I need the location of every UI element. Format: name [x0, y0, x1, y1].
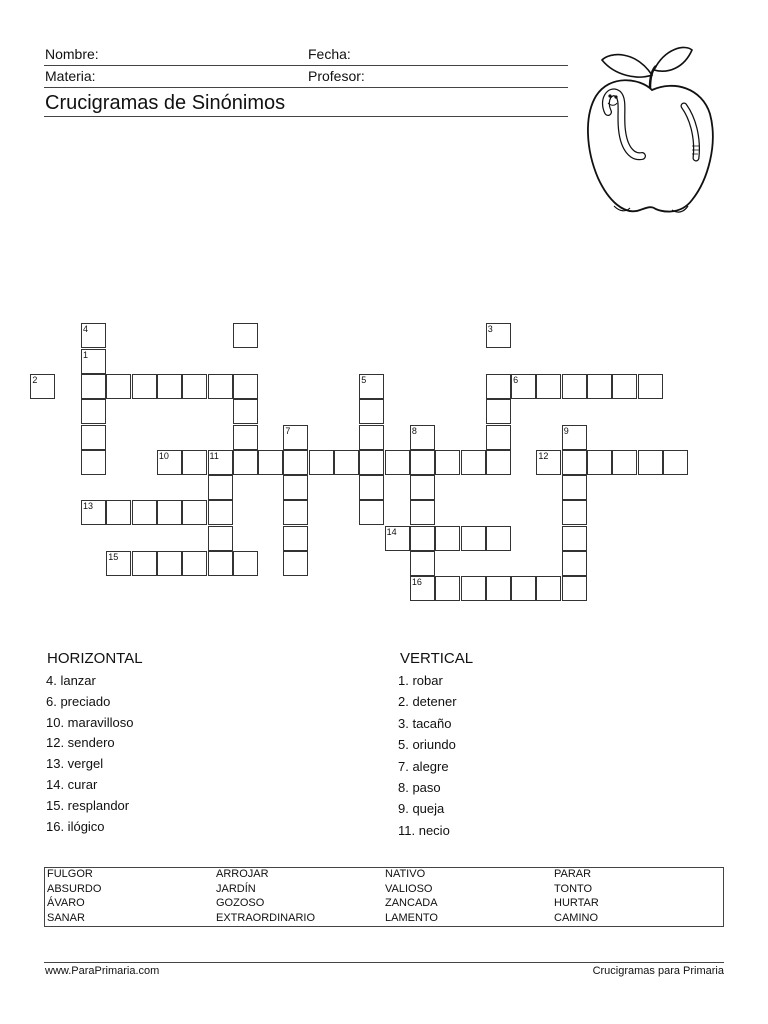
cell-number: 10 [158, 450, 169, 461]
word-bank-item: ZANCADA [385, 897, 438, 909]
crossword-cell[interactable] [562, 576, 587, 601]
vertical-clue: 2. detener [398, 694, 457, 710]
crossword-cell[interactable] [233, 425, 258, 450]
cell-number: 5 [361, 374, 367, 385]
crossword-cell[interactable] [410, 576, 435, 601]
crossword-cell[interactable] [359, 450, 384, 475]
word-bank [44, 867, 724, 927]
cell-number: 8 [411, 425, 417, 436]
crossword-cell[interactable] [182, 500, 207, 525]
crossword-cell[interactable] [132, 374, 157, 399]
crossword-cell[interactable] [283, 425, 308, 450]
horizontal-clue: 13. vergel [46, 756, 104, 772]
footer-line [44, 962, 724, 963]
word-bank-item: TONTO [554, 882, 593, 895]
word-bank-item: CAMINO [554, 911, 598, 924]
crossword-cell[interactable] [233, 399, 258, 424]
cell-number: 13 [83, 501, 94, 512]
cell-number: 4 [83, 324, 89, 335]
crossword-cell[interactable] [81, 500, 106, 525]
vertical-clue: 5. oriundo [398, 737, 456, 753]
crossword-cell[interactable] [511, 576, 536, 601]
crossword-cell[interactable] [283, 450, 308, 475]
vertical-clues-title: VERTICAL [400, 650, 474, 667]
crossword-cell[interactable] [486, 399, 511, 424]
cell-number: 7 [285, 425, 291, 436]
word-bank-item: SANAR [47, 911, 85, 924]
word-bank-item: FULGOR [47, 868, 93, 880]
name-label: Nombre: [45, 46, 99, 62]
crossword-cell[interactable] [81, 374, 106, 399]
cell-number: 16 [411, 577, 422, 588]
word-bank-item: LAMENTO [385, 911, 438, 924]
horizontal-clue: 6. preciado [46, 693, 111, 709]
crossword-cell[interactable] [461, 450, 486, 475]
crossword-cell[interactable] [157, 450, 182, 475]
crossword-cell[interactable] [562, 374, 587, 399]
crossword-cell[interactable] [233, 323, 258, 348]
crossword-cell[interactable] [283, 551, 308, 576]
crossword-cell[interactable] [208, 374, 233, 399]
vertical-clue: 11. necio [398, 822, 450, 838]
crossword-cell[interactable] [233, 374, 258, 399]
vertical-clue: 7. alegre [398, 758, 449, 774]
crossword-cell[interactable] [359, 425, 384, 450]
word-bank-item: GOZOSO [216, 897, 265, 909]
crossword-cell[interactable] [81, 425, 106, 450]
crossword-cell[interactable] [233, 450, 258, 475]
crossword-cell[interactable] [208, 551, 233, 576]
crossword-cell[interactable] [638, 450, 663, 475]
crossword-cell[interactable] [81, 399, 106, 424]
crossword-cell[interactable] [385, 526, 410, 551]
crossword-cell[interactable] [562, 551, 587, 576]
footer-right: Crucigramas para Primaria [592, 965, 724, 977]
crossword-cell[interactable] [157, 551, 182, 576]
crossword-cell[interactable] [562, 500, 587, 525]
crossword-cell[interactable] [536, 576, 561, 601]
crossword-cell[interactable] [410, 425, 435, 450]
crossword-cell[interactable] [106, 500, 131, 525]
vertical-clue: 1. robar [398, 673, 443, 688]
word-bank-item: VALIOSO [385, 882, 433, 895]
crossword-cell[interactable] [157, 374, 182, 399]
crossword-cell[interactable] [663, 450, 688, 475]
cell-number: 3 [487, 324, 493, 335]
crossword-cell[interactable] [486, 526, 511, 551]
cell-number: 9 [563, 425, 569, 436]
crossword-cell[interactable] [309, 450, 334, 475]
horizontal-clue: 4. lanzar [46, 673, 96, 688]
crossword-cell[interactable] [486, 450, 511, 475]
word-bank-item: ÁVARO [47, 897, 85, 909]
crossword-cell[interactable] [283, 526, 308, 551]
crossword-cell[interactable] [638, 374, 663, 399]
crossword-cell[interactable] [587, 374, 612, 399]
horizontal-clues-title: HORIZONTAL [47, 650, 143, 667]
crossword-cell[interactable] [511, 374, 536, 399]
crossword-cell[interactable] [81, 323, 106, 348]
crossword-cell[interactable] [486, 374, 511, 399]
crossword-cell[interactable] [359, 374, 384, 399]
crossword-cell[interactable] [359, 475, 384, 500]
crossword-cell[interactable] [283, 500, 308, 525]
crossword-cell[interactable] [562, 526, 587, 551]
crossword-cell[interactable] [385, 450, 410, 475]
vertical-clue: 9. queja [398, 801, 445, 817]
word-bank-item: ARROJAR [216, 868, 269, 880]
crossword-cell[interactable] [562, 450, 587, 475]
word-bank-item: PARAR [554, 868, 592, 880]
crossword-cell[interactable] [486, 323, 511, 348]
crossword-cell[interactable] [208, 475, 233, 500]
crossword-cell[interactable] [106, 374, 131, 399]
subject-label: Materia: [45, 68, 96, 84]
horizontal-clue: 12. sendero [46, 735, 115, 751]
crossword-cell[interactable] [612, 374, 637, 399]
horizontal-clue: 16. ilógico [46, 818, 105, 834]
cell-number: 2 [32, 374, 38, 385]
crossword-cell[interactable] [410, 526, 435, 551]
horizontal-clue: 14. curar [46, 777, 98, 792]
crossword-cell[interactable] [562, 425, 587, 450]
crossword-cell[interactable] [182, 450, 207, 475]
horizontal-clue: 10. maravilloso [46, 714, 134, 730]
crossword-cell[interactable] [410, 450, 435, 475]
crossword-cell[interactable] [208, 500, 233, 525]
cell-number: 12 [538, 450, 549, 461]
crossword-cell[interactable] [81, 349, 106, 374]
crossword-cell[interactable] [283, 475, 308, 500]
cell-number: 14 [386, 526, 397, 537]
crossword-cell[interactable] [132, 551, 157, 576]
crossword-cell[interactable] [562, 475, 587, 500]
crossword-cell[interactable] [359, 500, 384, 525]
crossword-cell[interactable] [587, 450, 612, 475]
page-title: Crucigramas de Sinónimos [45, 92, 286, 114]
word-bank-item: HURTAR [554, 897, 599, 909]
crossword-cell[interactable] [486, 425, 511, 450]
word-bank-item: NATIVO [385, 868, 426, 880]
crossword-cell[interactable] [30, 374, 55, 399]
horizontal-clue: 15. resplandor [46, 797, 130, 813]
crossword-cell[interactable] [410, 551, 435, 576]
cell-number: 6 [513, 374, 519, 385]
crossword-cell[interactable] [182, 551, 207, 576]
vertical-clue: 8. paso [398, 780, 441, 795]
crossword-cell[interactable] [359, 399, 384, 424]
word-bank-item: JARDÍN [216, 882, 256, 895]
crossword-cell[interactable] [208, 526, 233, 551]
crossword-cell[interactable] [258, 450, 283, 475]
crossword-cell[interactable] [435, 450, 460, 475]
cell-number: 1 [83, 349, 89, 360]
date-label: Fecha: [308, 46, 351, 62]
crossword-cell[interactable] [182, 374, 207, 399]
crossword-cell[interactable] [536, 450, 561, 475]
crossword-cell[interactable] [461, 576, 486, 601]
crossword-cell[interactable] [435, 576, 460, 601]
teacher-label: Profesor: [308, 68, 365, 84]
crossword-cell[interactable] [536, 374, 561, 399]
crossword-cell[interactable] [410, 475, 435, 500]
crossword-cell[interactable] [486, 576, 511, 601]
cell-number: 11 [209, 450, 219, 461]
footer-left: www.ParaPrimaria.com [45, 965, 160, 977]
word-bank-item: EXTRAORDINARIO [216, 911, 316, 924]
word-bank-item: ABSURDO [47, 882, 102, 895]
crossword-cell[interactable] [233, 551, 258, 576]
crossword-cell[interactable] [435, 526, 460, 551]
crossword-cell[interactable] [106, 551, 131, 576]
cell-number: 15 [108, 552, 119, 562]
crossword-cell[interactable] [132, 500, 157, 525]
crossword-cell[interactable] [612, 450, 637, 475]
crossword-cell[interactable] [208, 450, 233, 475]
crossword-cell[interactable] [334, 450, 359, 475]
vertical-clue: 3. tacaño [398, 715, 452, 731]
crossword-cell[interactable] [410, 500, 435, 525]
crossword-cell[interactable] [157, 500, 182, 525]
crossword-cell[interactable] [461, 526, 486, 551]
crossword-cell[interactable] [81, 450, 106, 475]
